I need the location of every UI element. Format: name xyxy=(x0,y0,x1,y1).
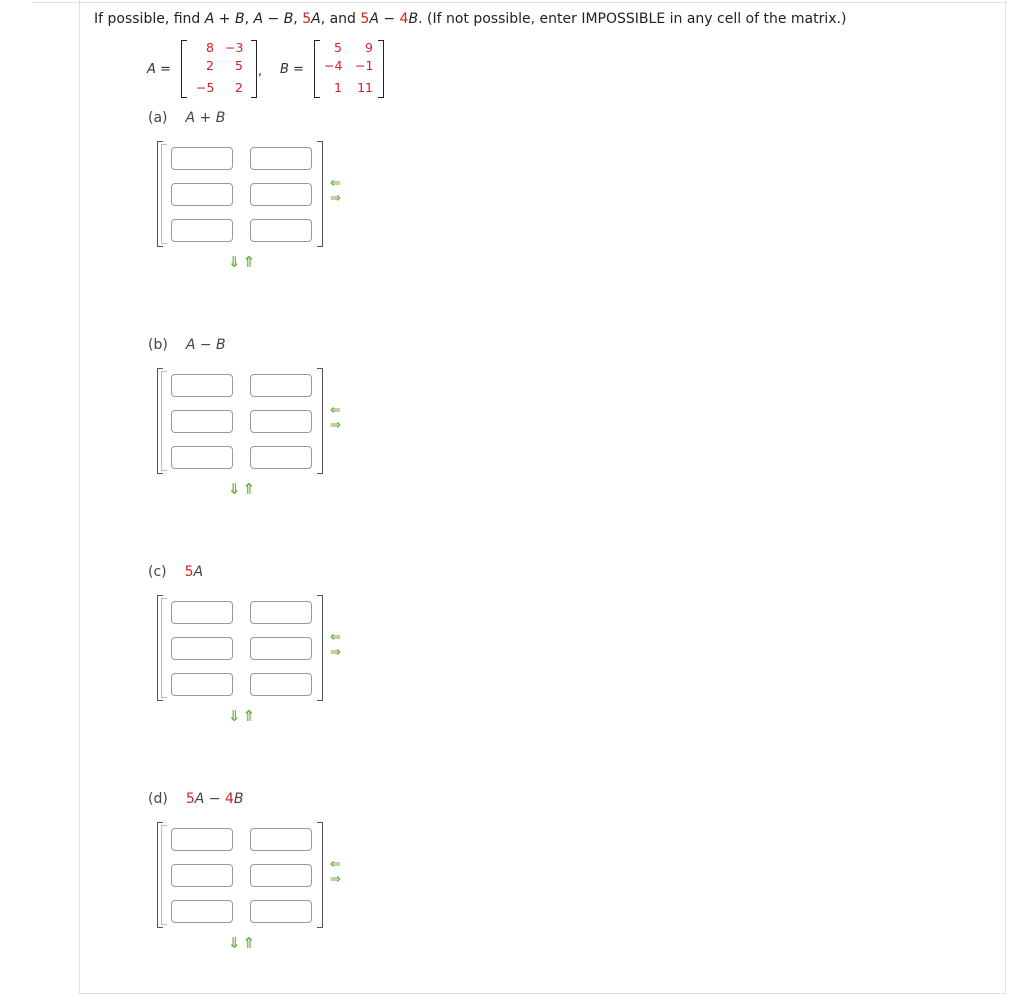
part-var: A xyxy=(193,564,204,580)
answer-cell-input[interactable] xyxy=(250,864,312,887)
part-tag: (a) xyxy=(148,110,168,126)
remove-column-arrow-icon[interactable]: ⇐ xyxy=(330,176,341,191)
answer-cell-input[interactable] xyxy=(250,219,312,242)
answer-cell-input[interactable] xyxy=(171,374,233,397)
row-controls xyxy=(228,707,257,725)
matrix-b-label: B = xyxy=(280,62,304,77)
matrix-a-cell: −3 xyxy=(225,40,244,55)
answer-cell-input[interactable] xyxy=(250,410,312,433)
remove-column-arrow-icon[interactable]: ⇐ xyxy=(330,403,341,418)
matrix-a-cell: 2 xyxy=(206,58,214,73)
answer-right-bracket xyxy=(317,595,323,701)
answer-cell-input[interactable] xyxy=(250,637,312,660)
expr-5a-var: A xyxy=(311,11,321,27)
answer-cell-input[interactable] xyxy=(171,864,233,887)
answer-cell-input[interactable] xyxy=(171,673,233,696)
answer-left-bracket-inner xyxy=(161,371,167,471)
answer-cell-input[interactable] xyxy=(250,374,312,397)
add-row-arrow-icon[interactable]: ⇓ xyxy=(228,253,243,271)
column-controls xyxy=(330,857,341,887)
expr-5a4b-var1: A xyxy=(369,11,379,27)
part-tag: (b) xyxy=(148,337,168,353)
matrix-a-cell: 5 xyxy=(235,58,243,73)
column-controls xyxy=(330,630,341,660)
matrix-a-cell: 8 xyxy=(206,40,214,55)
part-var: A xyxy=(194,791,205,807)
remove-row-arrow-icon[interactable]: ⇑ xyxy=(242,253,258,271)
answer-cell-input[interactable] xyxy=(250,900,312,923)
answer-cell-input[interactable] xyxy=(171,900,233,923)
add-row-arrow-icon[interactable]: ⇓ xyxy=(228,707,243,725)
answer-cell-input[interactable] xyxy=(171,410,233,433)
add-row-arrow-icon[interactable]: ⇓ xyxy=(228,480,243,498)
column-controls xyxy=(330,176,341,206)
row-controls xyxy=(228,480,257,498)
expr-5a4b-op: − xyxy=(378,11,400,27)
add-column-arrow-icon[interactable]: ⇒ xyxy=(330,191,341,206)
part-expr: A − B xyxy=(185,337,226,353)
question-intro: If possible, find xyxy=(94,11,205,27)
part-coef: 4 xyxy=(224,791,234,807)
answer-cell-input[interactable] xyxy=(171,637,233,660)
part-coef: 5 xyxy=(185,791,195,807)
row-controls xyxy=(228,253,257,271)
answer-cell-input[interactable] xyxy=(171,183,233,206)
expr-5a4b-var2: B xyxy=(408,11,419,27)
answer-cell-input[interactable] xyxy=(250,147,312,170)
matrix-b-cell: −1 xyxy=(355,58,374,73)
part-tag: (c) xyxy=(148,564,167,580)
expr-diff: A − B xyxy=(253,11,294,27)
remove-row-arrow-icon[interactable]: ⇑ xyxy=(242,934,258,952)
matrix-separator-comma: , xyxy=(258,64,263,79)
matrix-b-cell: 1 xyxy=(334,80,342,95)
question-outro: . (If not possible, enter IMPOSSIBLE in any cell of the matrix.) xyxy=(418,11,847,27)
matrix-b-cell: 11 xyxy=(357,80,373,95)
answer-cell-input[interactable] xyxy=(171,601,233,624)
answer-right-bracket xyxy=(317,368,323,474)
answer-left-bracket-inner xyxy=(161,144,167,244)
expr-5a4b-coef2: 4 xyxy=(399,11,409,27)
part-expr: A + B xyxy=(185,110,226,126)
remove-row-arrow-icon[interactable]: ⇑ xyxy=(242,480,258,498)
answer-cell-input[interactable] xyxy=(250,446,312,469)
answer-cell-input[interactable] xyxy=(171,828,233,851)
part-c-label xyxy=(148,564,203,580)
part-coef: 5 xyxy=(184,564,194,580)
matrix-a-label: A = xyxy=(147,62,171,77)
answer-cell-input[interactable] xyxy=(250,183,312,206)
part-d-label xyxy=(148,791,243,807)
expr-sum: A + B xyxy=(204,11,245,27)
matrix-b-left-bracket xyxy=(314,40,320,98)
remove-column-arrow-icon[interactable]: ⇐ xyxy=(330,857,341,872)
answer-cell-input[interactable] xyxy=(250,828,312,851)
matrix-b-right-bracket xyxy=(378,40,384,98)
question-sep: , and xyxy=(320,11,361,27)
part-tag: (d) xyxy=(148,791,168,807)
question-sep: , xyxy=(244,11,254,27)
question-text xyxy=(94,11,846,27)
matrix-b-cell: −4 xyxy=(324,58,343,73)
answer-left-bracket-inner xyxy=(161,825,167,925)
matrix-a-right-bracket xyxy=(251,40,257,98)
column-controls xyxy=(330,403,341,433)
remove-column-arrow-icon[interactable]: ⇐ xyxy=(330,630,341,645)
add-column-arrow-icon[interactable]: ⇒ xyxy=(330,418,341,433)
matrix-b-cell: 9 xyxy=(365,40,373,55)
answer-cell-input[interactable] xyxy=(250,673,312,696)
part-a-label xyxy=(148,110,225,126)
answer-cell-input[interactable] xyxy=(250,601,312,624)
expr-5a-coef: 5 xyxy=(302,11,312,27)
answer-right-bracket xyxy=(317,141,323,247)
answer-left-bracket-inner xyxy=(161,598,167,698)
row-controls xyxy=(228,934,257,952)
matrix-a-cell: 2 xyxy=(235,80,243,95)
part-b-label xyxy=(148,337,226,353)
remove-row-arrow-icon[interactable]: ⇑ xyxy=(242,707,258,725)
question-sep: , xyxy=(293,11,303,27)
expr-5a4b-coef1: 5 xyxy=(360,11,370,27)
part-op: − xyxy=(204,791,225,807)
part-var: B xyxy=(233,791,244,807)
answer-right-bracket xyxy=(317,822,323,928)
answer-cell-input[interactable] xyxy=(171,446,233,469)
answer-cell-input[interactable] xyxy=(171,219,233,242)
add-column-arrow-icon[interactable]: ⇒ xyxy=(330,645,341,660)
answer-cell-input[interactable] xyxy=(171,147,233,170)
matrix-b-cell: 5 xyxy=(334,40,342,55)
matrix-a-left-bracket xyxy=(181,40,187,98)
add-column-arrow-icon[interactable]: ⇒ xyxy=(330,872,341,887)
add-row-arrow-icon[interactable]: ⇓ xyxy=(228,934,243,952)
matrix-a-cell: −5 xyxy=(196,80,215,95)
